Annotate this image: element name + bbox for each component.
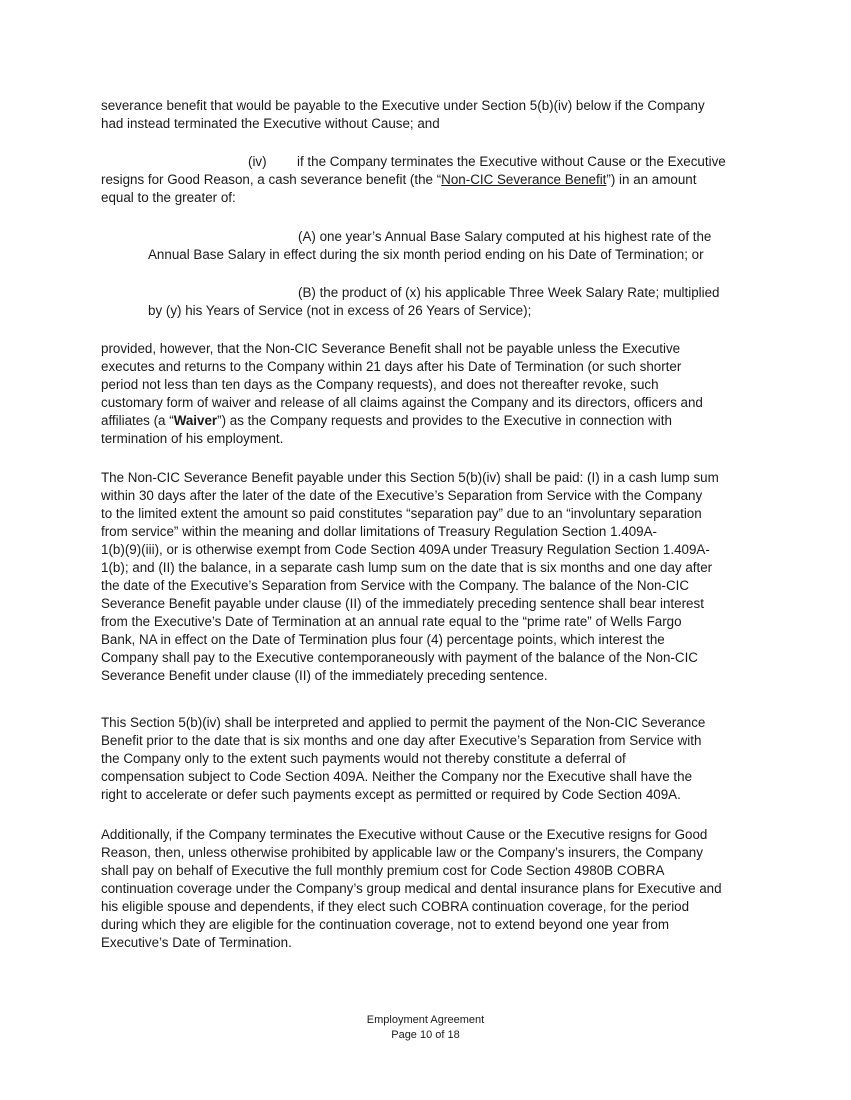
text-line: his eligible spouse and dependents, if they elect such COBRA continuation coverage, for the period: [101, 899, 690, 914]
text-fragment: ”) in an amount: [606, 172, 697, 187]
text-line: Severance Benefit payable under clause (II) of the immediately preceding sentence shall bear interest: [101, 596, 704, 611]
text-line: to the limited extent the amount so paid constitutes “separation pay” due to an “involuntary separation: [101, 506, 702, 521]
text-line: shall pay on behalf of Executive the full monthly premium cost for Code Section 4980B COBRA: [101, 863, 665, 878]
text-line: continuation coverage under the Company’s group medical and dental insurance plans for Executive and: [101, 881, 722, 896]
text-line: Executive’s Date of Termination.: [101, 935, 292, 950]
text-line: had instead terminated the Executive without Cause; and: [101, 116, 440, 131]
text-line: provided, however, that the Non-CIC Severance Benefit shall not be payable unless the Executive: [101, 341, 681, 356]
text-line: the Company only to the extent such payments would not thereby constitute a deferral of: [101, 751, 626, 766]
text-line: Severance Benefit under clause (II) of the immediately preceding sentence.: [101, 668, 548, 683]
defined-term-waiver: Waiver: [173, 413, 218, 428]
footer-title: Employment Agreement: [366, 1014, 485, 1026]
text-line: compensation subject to Code Section 409A. Neither the Company nor the Executive shall have the: [101, 769, 693, 784]
page-number: Page 10 of 18: [391, 1029, 460, 1041]
paragraph-continuation: [101, 97, 753, 133]
clause-iv-body: [101, 171, 753, 207]
text-fragment: ”) as the Company requests and provides to the Executive in connection with: [217, 413, 672, 428]
text-line: 1(b); and (II) the balance, in a separate cash lump sum on the date that is six months and one day after: [101, 560, 713, 575]
clause-b-line: by (y) his Years of Service (not in excess of 26 Years of Service);: [148, 303, 532, 318]
text-line: Company shall pay to the Executive contemporaneously with payment of the balance of the Non-CIC: [101, 650, 698, 665]
paragraph-payment-terms: [101, 469, 753, 685]
text-line: within 30 days after the later of the date of the Executive’s Separation from Service with the Company: [101, 488, 703, 503]
text-line: This Section 5(b)(iv) shall be interpreted and applied to permit the payment of the Non-CIC Severance: [101, 715, 706, 730]
text-line: customary form of waiver and release of all claims against the Company and its directors, officers and: [101, 395, 703, 410]
text-fragment: affiliates (a “: [101, 413, 174, 428]
text-line: termination of his employment.: [101, 431, 284, 446]
defined-term-non-cic: Non-CIC Severance Benefit: [441, 172, 607, 187]
text-line: severance benefit that would be payable to the Executive under Section 5(b)(iv) below if the Company: [101, 98, 705, 113]
paragraph-interpretation: [101, 714, 753, 804]
text-line: from the Executive’s Date of Termination at an annual rate equal to the “prime rate” of Wells Fargo: [101, 614, 682, 629]
text-line: right to accelerate or defer such payments except as permitted or required by Code Section 409A.: [101, 787, 681, 802]
clause-iv-line: if the Company terminates the Executive without Cause or the Executive: [297, 154, 726, 169]
text-line: Reason, then, unless otherwise prohibited by applicable law or the Company’s insurers, the Company: [101, 845, 703, 860]
clause-b-line: (B) the product of (x) his applicable Three Week Salary Rate; multiplied: [298, 285, 720, 300]
text-line: 1(b)(9)(iii), or is otherwise exempt from Code Section 409A under Treasury Regulation Section 1.409A-: [101, 542, 710, 557]
paragraph-cobra: [101, 826, 753, 952]
text-line: from service” within the meaning and dollar limitations of Treasury Regulation Section 1.409A-: [101, 524, 657, 539]
text-line: executes and returns to the Company within 21 days after his Date of Termination (or such shorter: [101, 359, 682, 374]
text-line: the date of the Executive’s Separation from Service with the Company. The balance of the Non-CIC: [101, 578, 690, 593]
text-line: The Non-CIC Severance Benefit payable under this Section 5(b)(iv) shall be paid: (I) in a cash lump sum: [101, 470, 719, 485]
clause-a-line: (A) one year’s Annual Base Salary computed at his highest rate of the: [298, 229, 712, 244]
text-fragment: resigns for Good Reason, a cash severance benefit (the “: [101, 172, 442, 187]
text-line: Bank, NA in effect on the Date of Termination plus four (4) percentage points, which interest the: [101, 632, 665, 647]
text-line: [101, 171, 753, 189]
page-footer: [0, 1013, 851, 1043]
text-line: [101, 412, 753, 430]
text-line: period not less than ten days as the Company requests), and does not thereafter revoke, such: [101, 377, 659, 392]
text-line: during which they are eligible for the continuation coverage, not to extend beyond one year from: [101, 917, 669, 932]
text-line: Additionally, if the Company terminates the Executive without Cause or the Executive resigns for Good: [101, 827, 708, 842]
clause-iv-label: (iv): [248, 154, 267, 169]
clause-a-line: Annual Base Salary in effect during the six month period ending on his Date of Termination; or: [148, 247, 704, 262]
text-line: equal to the greater of:: [101, 190, 236, 205]
paragraph-provided: [101, 340, 753, 448]
text-line: Benefit prior to the date that is six months and one day after Executive’s Separation from Service with: [101, 733, 702, 748]
